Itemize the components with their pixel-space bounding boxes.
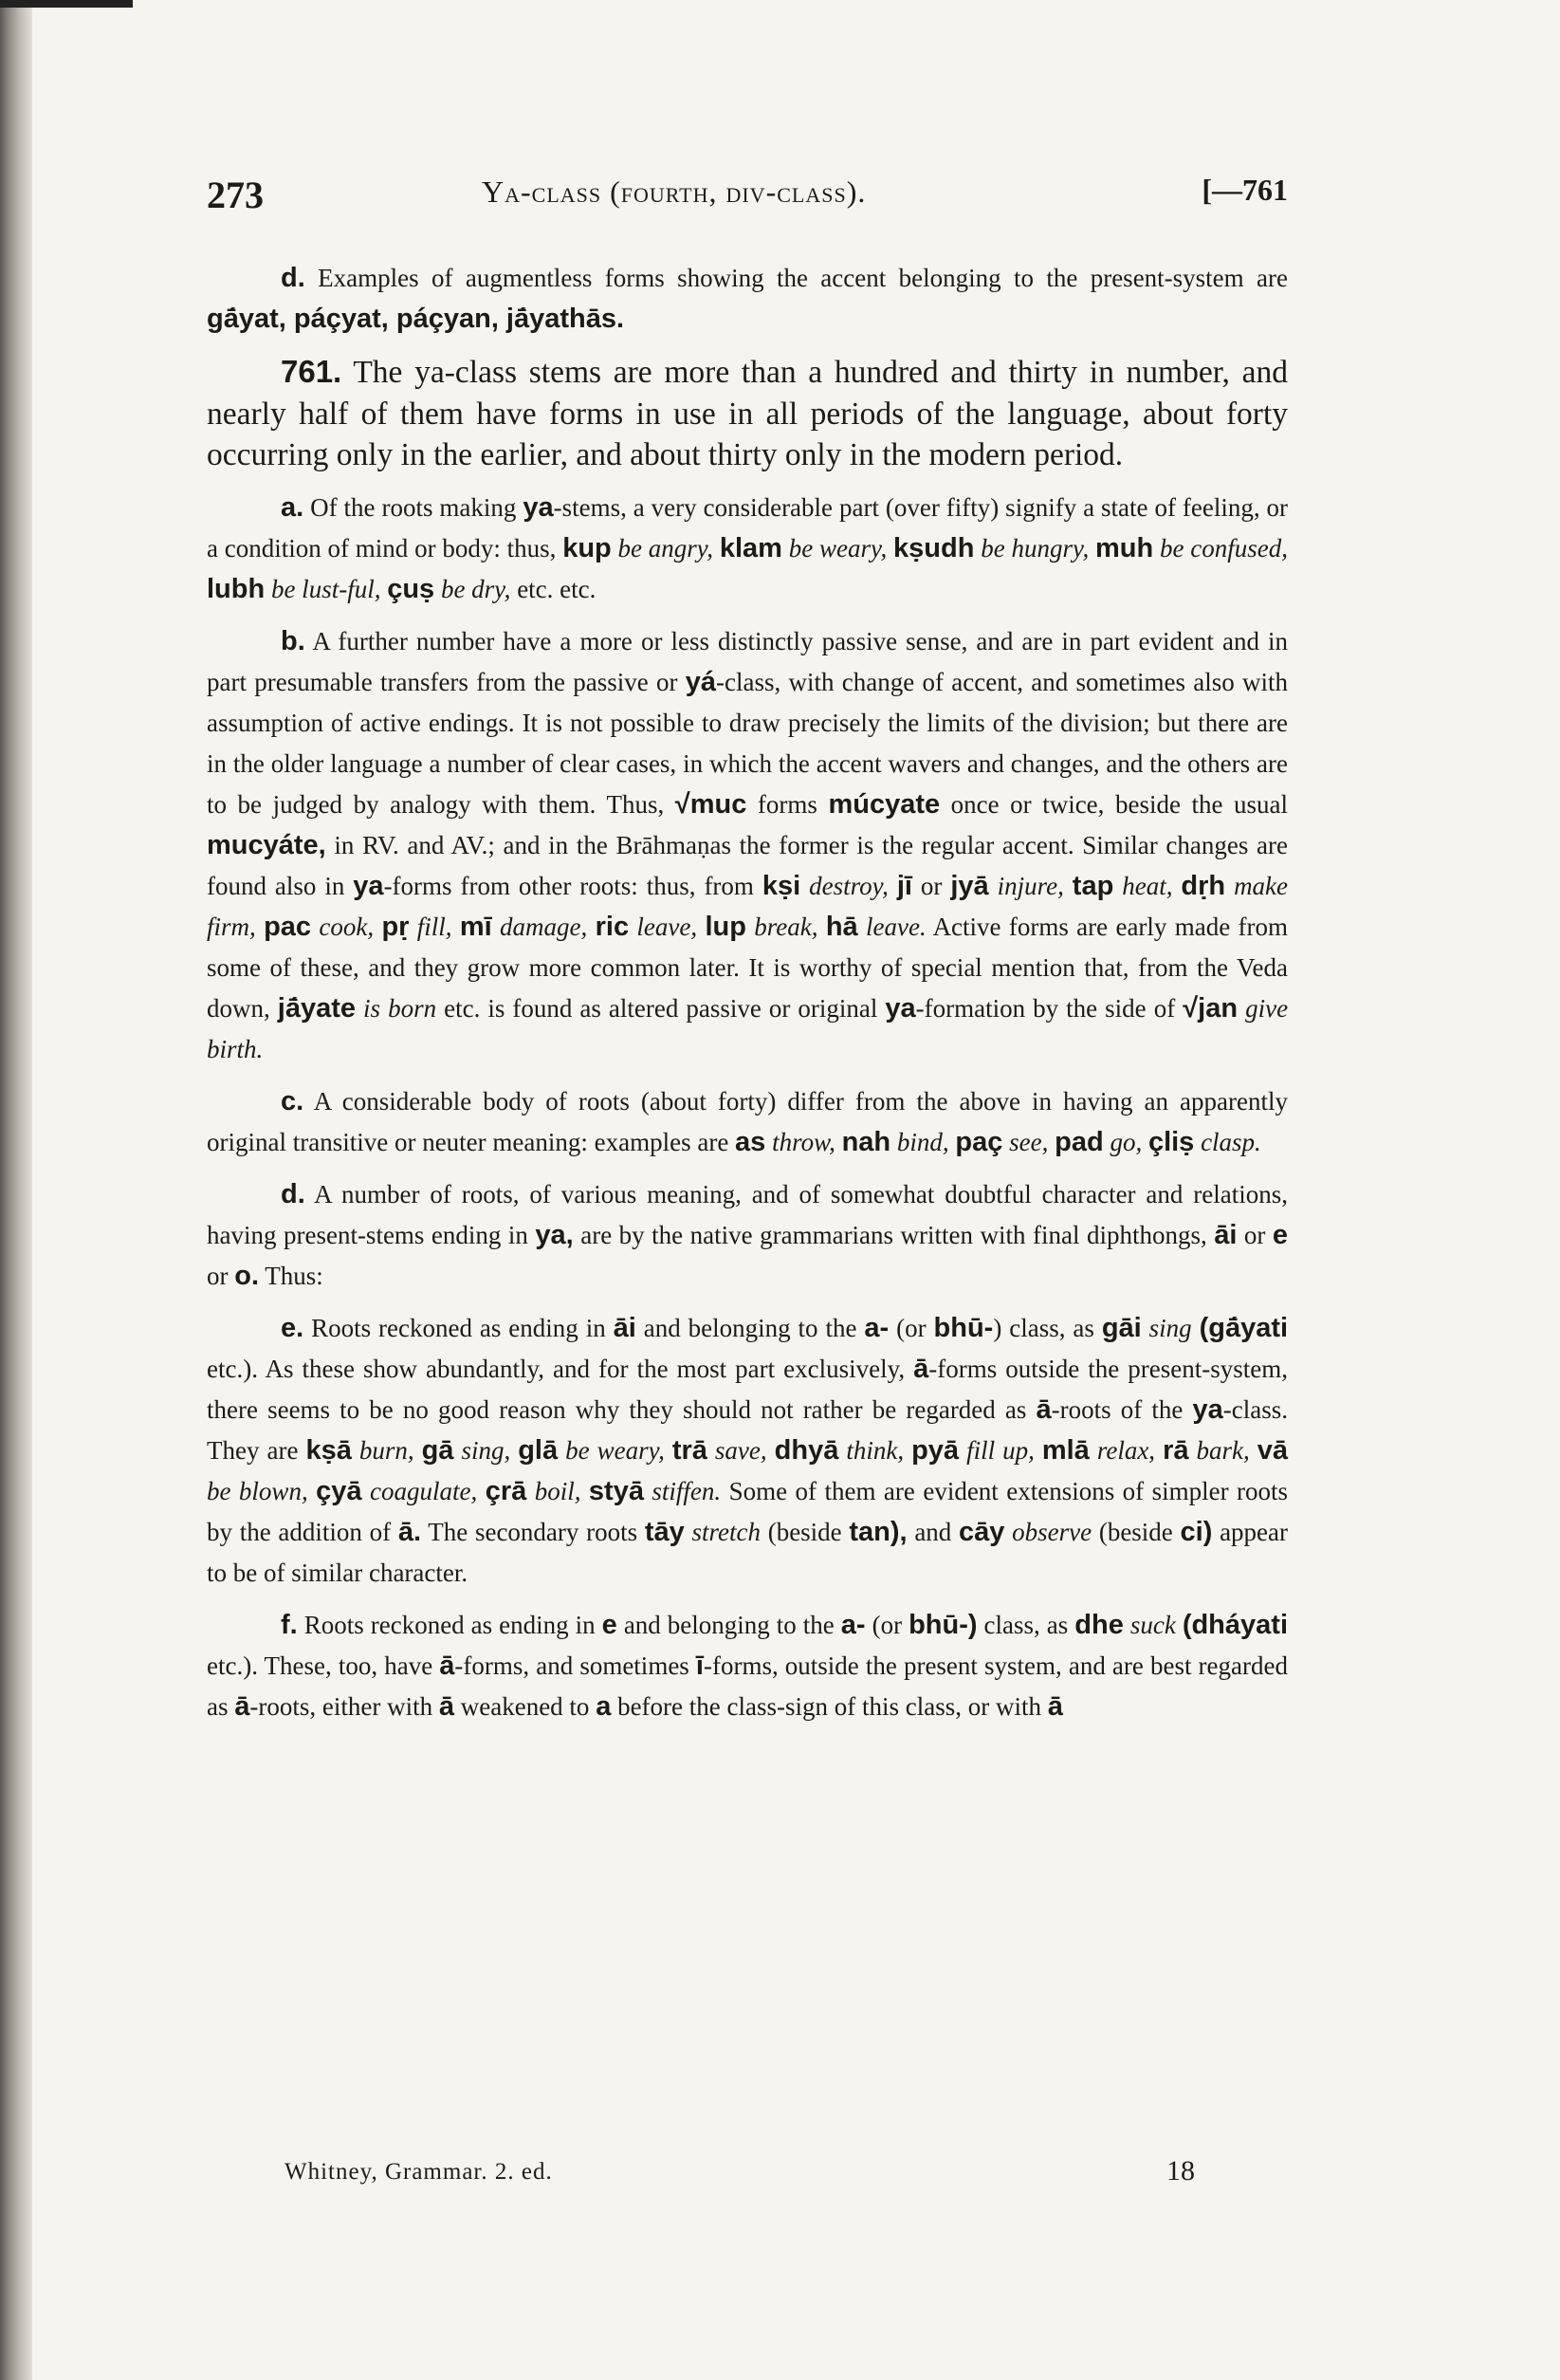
root: pac <box>264 911 312 942</box>
text-run: etc. etc. <box>517 574 596 603</box>
sanskrit-form: (gā́yati <box>1199 1312 1289 1343</box>
gloss: burn, <box>358 1435 414 1465</box>
root: gā <box>421 1434 454 1466</box>
gloss: coagulate, <box>370 1476 478 1505</box>
root: tap <box>1072 870 1114 901</box>
text-run: in RV. and AV.; and in the Brāhmaṇas the former is the regular accent. Similar changes are found also in <box>207 830 1289 900</box>
para-label: c. <box>281 1085 304 1116</box>
sanskrit-term: āi <box>1214 1219 1238 1250</box>
root: √muc <box>674 788 747 820</box>
paragraph-f <box>207 1605 1288 1727</box>
text-run: and belonging to the <box>623 1610 835 1639</box>
gloss: stiffen. <box>652 1476 722 1505</box>
text-run: appear to be of similar character. <box>207 1517 1289 1587</box>
gloss: give birth. <box>207 993 1289 1063</box>
sanskrit-form: múcyate <box>828 788 941 820</box>
gloss: heat, <box>1122 871 1173 900</box>
gloss: injure, <box>997 871 1064 900</box>
text-run: A considerable body of roots (about forty) differ from the above in having an apparently original transitive or neuter meaning: examples are <box>207 1086 1289 1156</box>
text-run: -stems, a very considerable part (over fifty) signify a state of feeling, or a condition of mind or body: thus, <box>207 492 1289 563</box>
sanskrit-term: e <box>1272 1219 1289 1250</box>
text-run: Thus: <box>265 1261 323 1290</box>
text-run: class, as <box>983 1610 1069 1639</box>
gloss: bind, <box>896 1127 949 1156</box>
sanskrit-term: ā <box>234 1690 250 1722</box>
text-run: Examples of augmentless forms showing the accent belonging to the present-system are <box>318 264 1288 292</box>
sanskrit-term: ya <box>885 992 916 1024</box>
text-run: and belonging to the <box>643 1313 857 1342</box>
sanskrit-forms: gā́yat, páçyat, páçyan, jā́yathās. <box>207 304 625 334</box>
gloss: is born <box>363 993 437 1023</box>
gloss: throw, <box>772 1127 835 1156</box>
gloss: observe <box>1012 1517 1092 1546</box>
gloss: leave, <box>636 912 698 941</box>
paragraph-b <box>207 621 1288 1070</box>
root: kup <box>562 532 612 563</box>
sanskrit-term: a- <box>864 1312 890 1343</box>
sanskrit-term: o. <box>234 1260 260 1291</box>
text-run: -forms, outside the present system, and are best regarded as <box>207 1651 1288 1721</box>
running-header <box>207 169 1288 216</box>
text-run: Of the roots making <box>310 492 517 522</box>
root: pad <box>1055 1126 1104 1157</box>
text-run: -forms outside the present-system, there seems to be no good reason why they should not rather be regarded as <box>207 1354 1288 1424</box>
text-run: The secondary roots <box>428 1517 638 1546</box>
gloss: be angry, <box>617 533 714 563</box>
gloss: suck <box>1129 1610 1176 1639</box>
footer-signature: Whitney, Grammar. 2. ed. <box>284 2159 553 2185</box>
text-run: -formation by the side of <box>915 993 1176 1023</box>
root: çliṣ <box>1147 1126 1195 1157</box>
root: kṣā <box>305 1434 352 1466</box>
text-run: A number of roots, of various meaning, and of somewhat doubtful character and relations, having present-stems ending in <box>207 1179 1288 1249</box>
sanskrit-term: ā <box>913 1353 929 1384</box>
root: mī <box>459 911 492 942</box>
paragraph-761 <box>207 351 1288 476</box>
paragraph-d <box>207 1174 1288 1297</box>
text-run: or <box>1243 1220 1266 1249</box>
sanskrit-form: mucyáte, <box>207 829 326 860</box>
text-run: or <box>920 871 943 900</box>
root: rā <box>1163 1434 1189 1466</box>
root: dṛh <box>1181 870 1226 901</box>
root: ric <box>595 911 630 942</box>
gloss: stretch <box>691 1517 761 1546</box>
sanskrit-term: ya <box>523 491 554 523</box>
gloss: be weary, <box>788 533 888 563</box>
gloss: bark, <box>1196 1435 1250 1465</box>
text-run: weakened to <box>460 1691 590 1721</box>
text-run: Some of them are evident extensions of simpler roots by the addition of <box>207 1476 1289 1546</box>
root: vā <box>1257 1434 1288 1466</box>
gloss: leave. <box>866 912 927 941</box>
gloss: break, <box>754 912 818 941</box>
root: tāy <box>644 1516 685 1547</box>
root: √jan <box>1183 992 1239 1024</box>
text-run: before the class-sign of this class, or with <box>617 1691 1041 1721</box>
sanskrit-term: ā. <box>397 1516 422 1547</box>
text-run: (or <box>872 1610 903 1639</box>
root: nah <box>841 1126 891 1157</box>
paragraph-a <box>207 488 1288 610</box>
root: paç <box>955 1126 1003 1157</box>
gloss: be weary, <box>565 1435 665 1465</box>
gloss: relax, <box>1096 1435 1156 1465</box>
root: kṣi <box>762 870 801 901</box>
text-run: and <box>914 1517 952 1546</box>
text-run: etc.). These, too, have <box>207 1651 433 1680</box>
section-reference: [—761 <box>1202 173 1288 207</box>
gloss: be lust-ful, <box>270 574 381 603</box>
root: styā <box>588 1475 644 1506</box>
root: ci) <box>1180 1516 1213 1547</box>
footer-sheet-number: 18 <box>1166 2155 1195 2186</box>
sanskrit-term: yá <box>685 666 717 697</box>
sanskrit-term: a- <box>840 1609 866 1640</box>
sanskrit-form: jā́yate <box>277 992 357 1024</box>
section-number: 761. <box>281 354 342 389</box>
sanskrit-term: bhū- <box>933 1312 994 1343</box>
gloss: save, <box>714 1435 767 1465</box>
sanskrit-term: ā <box>439 1650 455 1681</box>
gloss: see, <box>1009 1127 1049 1156</box>
gloss: be confused, <box>1160 533 1288 563</box>
root: çyā <box>316 1475 362 1506</box>
sanskrit-term: ā <box>438 1690 454 1722</box>
para-label: d. <box>281 263 305 293</box>
text-run: or <box>207 1261 229 1290</box>
paragraph-c <box>207 1081 1288 1163</box>
root: lubh <box>207 573 266 604</box>
text-run: once or twice, beside the usual <box>950 789 1289 819</box>
gloss: damage, <box>500 912 588 941</box>
text-run: The ya-class stems are more than a hundred and thirty in number, and nearly half of them have forms in use in all periods of the language, about forty occurring only in the earlier, and about thirty only in the modern period. <box>207 355 1288 472</box>
gloss: clasp. <box>1201 1127 1261 1156</box>
para-label: e. <box>281 1312 304 1343</box>
text-run: -class, with change of accent, and sometimes also with assumption of active endings. It is not possible to draw precisely the limits of the division; but there are in the older language a number of clear cases, in which the accent wavers and changes, and the others are to be judged by analogy with them. Thus, <box>207 667 1289 819</box>
sanskrit-term: ya, <box>535 1219 574 1250</box>
sanskrit-term: ā <box>1036 1393 1052 1425</box>
sanskrit-term: e <box>601 1609 617 1640</box>
gloss: boil, <box>534 1476 581 1505</box>
gloss: be hungry, <box>981 533 1090 563</box>
gloss: fill, <box>416 912 452 941</box>
gloss: be dry, <box>440 574 511 603</box>
page-footer <box>284 2155 1195 2197</box>
text-run: Active forms are early made from some of these, and they grow more common later. It is worthy of special mention that, from the Veda down, <box>207 912 1289 1023</box>
text-run: are by the native grammarians written with final diphthongs, <box>580 1220 1207 1249</box>
text-run: etc.). As these show abundantly, and for the most part exclusively, <box>207 1354 906 1383</box>
text-run: -forms from other roots: thus, from <box>383 871 754 900</box>
root: glā <box>518 1434 559 1466</box>
text-run: -roots of the <box>1051 1394 1184 1424</box>
root: trā <box>671 1434 707 1466</box>
text-run: (beside <box>767 1517 842 1546</box>
para-label: d. <box>281 1178 305 1209</box>
gloss: make firm, <box>207 871 1289 941</box>
running-title: Ya-class (fourth, div-class). <box>482 175 867 209</box>
text-run: Roots reckoned as ending in <box>303 1610 596 1639</box>
root: pyā <box>911 1434 960 1466</box>
text-run: (or <box>896 1313 927 1342</box>
root: pṛ <box>381 911 410 942</box>
gloss: be blown, <box>207 1476 308 1505</box>
root: as <box>735 1126 766 1157</box>
root: cāy <box>959 1516 1005 1547</box>
sanskrit-term: ya <box>353 870 384 901</box>
root: muh <box>1095 532 1154 563</box>
text-run: Roots reckoned as ending in <box>311 1313 606 1342</box>
root: gāi <box>1101 1312 1142 1343</box>
root: mlā <box>1041 1434 1090 1466</box>
sanskrit-term: a <box>596 1690 612 1722</box>
text-run: ) class, as <box>993 1313 1094 1342</box>
para-label: f. <box>281 1609 298 1640</box>
sanskrit-term: āi <box>613 1312 636 1343</box>
gloss: fill up, <box>966 1435 1035 1465</box>
paragraph-d-examples <box>207 258 1288 340</box>
root: kṣudh <box>893 532 975 563</box>
page-number: 273 <box>207 174 264 216</box>
gloss: think, <box>846 1435 905 1465</box>
root: jī <box>896 870 912 901</box>
para-label: a. <box>281 491 304 523</box>
gloss: go, <box>1110 1127 1143 1156</box>
root: çrā <box>485 1475 527 1506</box>
sanskrit-term: ya <box>1192 1393 1223 1425</box>
text-run: (beside <box>1098 1517 1173 1546</box>
root: dhe <box>1074 1609 1124 1640</box>
sanskrit-term: ā <box>1047 1690 1063 1722</box>
gloss: sing, <box>461 1435 511 1465</box>
root: klam <box>719 532 782 563</box>
root: tan), <box>849 1516 908 1547</box>
root: jyā <box>950 870 989 901</box>
text-run: forms <box>757 789 817 819</box>
sanskrit-term: bhū-) <box>908 1609 978 1640</box>
text-run: etc. is found as altered passive or original <box>444 993 878 1023</box>
gloss: destroy, <box>809 871 889 900</box>
sanskrit-term: ī <box>695 1650 704 1681</box>
root: dhyā <box>774 1434 839 1466</box>
book-spine-shadow <box>0 0 32 2380</box>
gloss: sing <box>1148 1313 1192 1342</box>
text-run: A further number have a more or less distinctly passive sense, and are in part evident and in part presumable transfers from the passive or <box>207 626 1288 696</box>
root: hā <box>825 911 858 942</box>
text-run: -class. They are <box>207 1394 1289 1465</box>
paragraph-e <box>207 1308 1288 1594</box>
root: çuṣ <box>387 573 435 604</box>
text-column <box>207 258 1288 1727</box>
scan-corner-edge <box>0 0 133 8</box>
sanskrit-form: (dháyati <box>1182 1609 1288 1640</box>
root: lup <box>705 911 746 942</box>
text-run: -roots, either with <box>249 1691 433 1721</box>
text-run: -forms, and sometimes <box>454 1651 689 1680</box>
para-label: b. <box>281 625 305 656</box>
gloss: cook, <box>319 912 375 941</box>
